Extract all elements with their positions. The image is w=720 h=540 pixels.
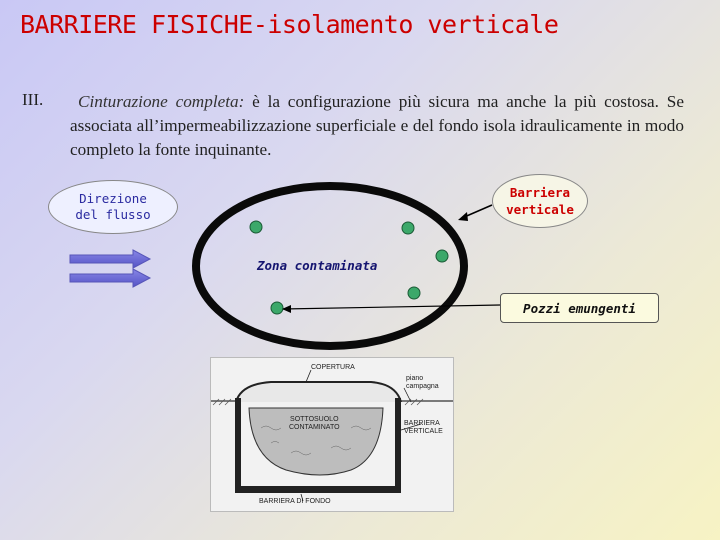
flow-label-line1: Direzione <box>79 191 147 206</box>
contaminated-soil-label <box>289 416 340 432</box>
vertical-barrier-label <box>404 420 443 436</box>
page-title: BARRIERE FISICHE-isolamento verticale <box>20 10 559 39</box>
wells-pointer <box>283 305 500 309</box>
ground-label-line1: piano <box>406 375 424 382</box>
barrier-label-line2: verticale <box>506 202 574 217</box>
list-number: III. <box>22 90 44 109</box>
well-5 <box>271 302 283 314</box>
barrier-pointer-head <box>458 212 468 221</box>
description-lead: Cinturazione completa: <box>78 92 245 111</box>
wells-pointer-head <box>282 305 291 313</box>
well-1 <box>250 221 262 233</box>
well-2 <box>402 222 414 234</box>
well-4 <box>408 287 420 299</box>
soil-label-line2: CONTAMINATO <box>289 424 340 431</box>
cover-label: COPERTURA <box>311 364 355 371</box>
ground-label-line2: campagna <box>406 383 439 390</box>
barrier-label-line1: Barriera <box>509 185 571 200</box>
barrier-label <box>492 174 588 228</box>
ground-level-label <box>406 375 439 391</box>
soil-label-line1: SOTTOSUOLO <box>290 416 339 423</box>
flow-arrow-upper <box>70 250 150 268</box>
vbarrier-label-line1: BARRIERA <box>404 420 440 427</box>
contaminated-zone-label: Zona contaminata <box>257 258 378 273</box>
wells-label: Pozzi emungenti <box>500 293 659 323</box>
well-3 <box>436 250 448 262</box>
bottom-barrier-label: BARRIERA DI FONDO <box>259 498 331 505</box>
flow-direction-label <box>48 180 178 234</box>
flow-label-line2: del flusso <box>75 207 151 222</box>
vbarrier-label-line2: VERTICALE <box>404 428 443 435</box>
flow-arrow-lower <box>70 269 150 287</box>
description-body: è la configurazione più sicura ma anche la più costosa. Se associata all’impermeabilizzazione superficiale e del fondo isola idraulicamente in modo completo la fonte inquinante. <box>70 92 684 159</box>
cross-section-drawing <box>210 357 454 512</box>
